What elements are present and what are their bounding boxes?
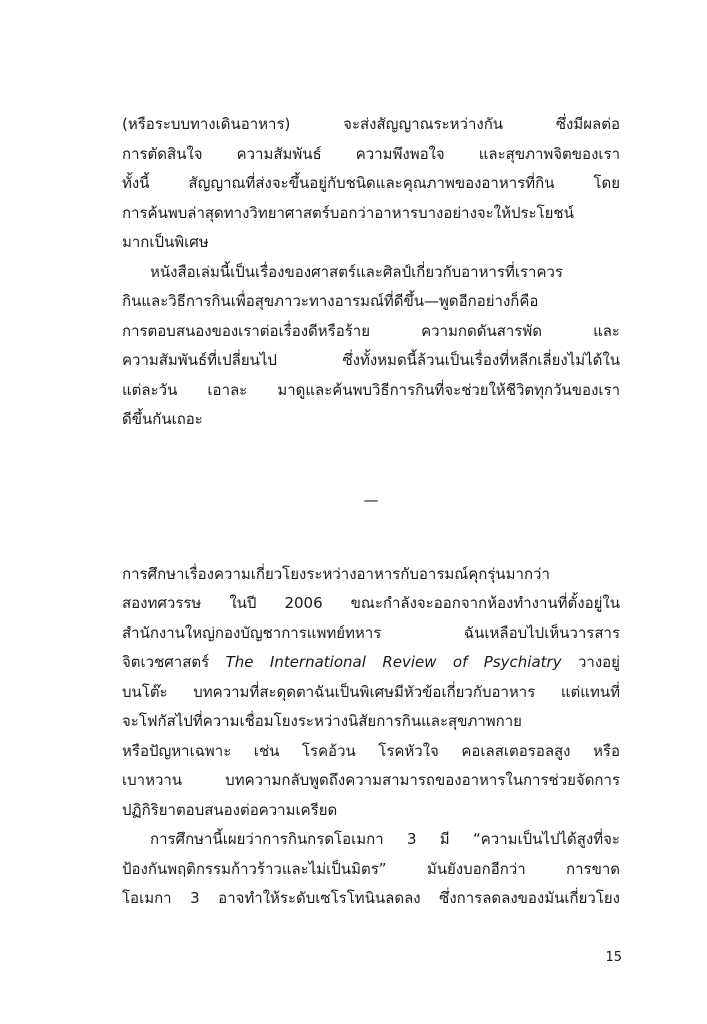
text-line: กินและวิธีการกินเพื่อสุขภาวะทางอารมณ์ที่ดีขึ้น—พูดอีกอย่างก็คือ (122, 292, 539, 310)
text-line: เบาหวาน บทความกลับพูดถึงความสามารถของอาหารในการช่วยจัดการ (122, 771, 620, 789)
text-line: สองทศวรรษ ในปี 2006 ขณะกำลังจะออกจากห้องทำงานที่ตั้งอยู่ใน (122, 594, 620, 612)
paragraph-4 (122, 825, 620, 914)
paragraph-3 (122, 560, 620, 826)
text-line: (หรือระบบทางเดินอาหาร) จะส่งสัญญาณระหว่างกัน ซึ่งมีผลต่อ (122, 115, 620, 133)
text-line: การศึกษานี้เผยว่าการกินกรดโอเมกา 3 มี “ความเป็นไปได้สูงที่จะ (150, 830, 620, 848)
text-line-with-journal (122, 648, 620, 678)
section-divider: — (363, 490, 379, 509)
text-fragment: จิตเวชศาสตร์ (122, 653, 226, 671)
text-line: หรือปัญหาเฉพาะ เช่น โรคอ้วน โรคหัวใจ คอเลสเตอรอลสูง หรือ (122, 741, 620, 760)
text-line: หนังสือเล่มนี้เป็นเรื่องของศาสตร์และศิลป์เกี่ยวกับอาหารที่เราควร (150, 262, 563, 281)
text-line: จะโฟกัสไปที่ความเชื่อมโยงระหว่างนิสัยการกินและสุขภาพกาย (122, 712, 522, 730)
text-line: ทั้งนี้ สัญญาณที่ส่งจะขึ้นอยู่กับชนิดและคุณภาพของอาหารที่กิน โดย (122, 174, 620, 192)
text-line: การค้นพบล่าสุดทางวิทยาศาสตร์บอกว่าอาหารบางอย่างจะให้ประโยชน์ (122, 203, 574, 222)
text-line: ความสัมพันธ์ที่เปลี่ยนไป ซึ่งทั้งหมดนี้ล้วนเป็นเรื่องที่หลีกเลี่ยงไม่ได้ใน (122, 351, 620, 369)
section-gap (122, 515, 620, 560)
page-body (122, 110, 620, 914)
text-fragment: วางอยู่ (561, 653, 620, 671)
text-line: ดีขึ้นกันเถอะ (122, 410, 203, 428)
text-line: การตอบสนองของเราต่อเรื่องดีหรือร้าย ความกดดันสารพัด และ (122, 321, 620, 340)
text-line: การศึกษาเรื่องความเกี่ยวโยงระหว่างอาหารกับอารมณ์คุกรุ่นมากว่า (122, 564, 550, 583)
text-line: บนโต๊ะ บทความที่สะดุดตาฉันเป็นพิเศษมีหัวข้อเกี่ยวกับอาหาร แต่แทนที่ (122, 682, 620, 701)
text-line: แต่ละวัน เอาละ มาดูและค้นพบวิธีการกินที่จะช่วยให้ชีวิตทุกวันของเรา (122, 380, 620, 399)
page-number: 15 (605, 950, 622, 965)
text-line: มากเป็นพิเศษ (122, 233, 209, 251)
paragraph-1 (122, 110, 620, 258)
text-line: สำนักงานใหญ่กองบัญชาการแพทย์ทหาร ฉันเหลือบไปเห็นวารสาร (122, 623, 620, 642)
section-gap (122, 435, 620, 485)
paragraph-2 (122, 258, 620, 435)
text-line: การตัดสินใจ ความสัมพันธ์ ความพึงพอใจ และสุขภาพจิตของเรา (122, 144, 620, 163)
text-line: ปฏิกิริยาตอบสนองต่อความเครียด (122, 800, 338, 819)
text-line: ป้องกันพฤติกรรมก้าวร้าวและไม่เป็นมิตร” มันยังบอกอีกว่า การขาด (122, 859, 620, 878)
text-line: โอเมกา 3 อาจทำให้ระดับเซโรโทนินลดลง ซึ่งการลดลงของมันเกี่ยวโยง (122, 889, 620, 907)
journal-title: The International Review of Psychiatry (225, 653, 562, 671)
